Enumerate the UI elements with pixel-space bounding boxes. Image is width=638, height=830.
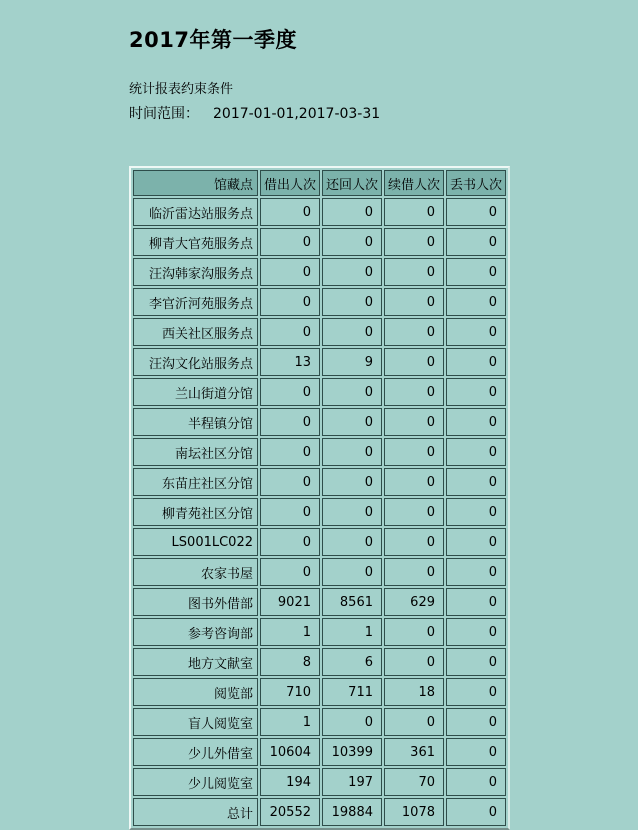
row-label: 半程镇分馆: [133, 408, 258, 436]
value-cell: 0: [322, 708, 382, 736]
table-row: [133, 738, 506, 766]
value-cell: 0: [384, 438, 444, 466]
value-cell: 0: [446, 408, 506, 436]
value-cell: 0: [446, 498, 506, 526]
value-cell: 0: [322, 288, 382, 316]
value-cell: 0: [260, 318, 320, 346]
row-label: 西关社区服务点: [133, 318, 258, 346]
row-label: 南坛社区分馆: [133, 438, 258, 466]
value-cell: 197: [322, 768, 382, 796]
row-label: 少儿外借室: [133, 738, 258, 766]
table-row: [133, 378, 506, 406]
row-label: 柳青大官苑服务点: [133, 228, 258, 256]
time-range-value: 2017-01-01,2017-03-31: [213, 105, 381, 122]
value-cell: 0: [384, 618, 444, 646]
row-label: 总计: [133, 798, 258, 826]
value-cell: 0: [322, 558, 382, 586]
column-header-location: 馆藏点: [133, 170, 258, 196]
value-cell: 0: [446, 228, 506, 256]
table-row: [133, 618, 506, 646]
value-cell: 1: [260, 618, 320, 646]
value-cell: 0: [446, 198, 506, 226]
table-row: [133, 438, 506, 466]
value-cell: 0: [260, 498, 320, 526]
value-cell: 0: [446, 588, 506, 616]
value-cell: 0: [384, 648, 444, 676]
value-cell: 0: [322, 198, 382, 226]
value-cell: 0: [446, 738, 506, 766]
value-cell: 0: [446, 618, 506, 646]
row-label: LS001LC022: [133, 528, 258, 556]
value-cell: 13: [260, 348, 320, 376]
value-cell: 0: [260, 408, 320, 436]
table-row: [133, 228, 506, 256]
table-row: [133, 768, 506, 796]
row-label: 临沂雷达站服务点: [133, 198, 258, 226]
value-cell: 0: [260, 558, 320, 586]
value-cell: 1: [260, 708, 320, 736]
row-label: 阅览部: [133, 678, 258, 706]
value-cell: 629: [384, 588, 444, 616]
value-cell: 0: [384, 408, 444, 436]
value-cell: 6: [322, 648, 382, 676]
value-cell: 0: [322, 318, 382, 346]
table-header-row: [133, 170, 506, 196]
table-row: [133, 528, 506, 556]
value-cell: 0: [446, 678, 506, 706]
value-cell: 19884: [322, 798, 382, 826]
value-cell: 0: [322, 498, 382, 526]
table-row: [133, 498, 506, 526]
report-table: [129, 166, 510, 830]
row-label: 农家书屋: [133, 558, 258, 586]
table-row: [133, 798, 506, 826]
value-cell: 8: [260, 648, 320, 676]
value-cell: 0: [322, 528, 382, 556]
table-row: [133, 318, 506, 346]
value-cell: 0: [384, 288, 444, 316]
value-cell: 0: [322, 258, 382, 286]
row-label: 东苗庄社区分馆: [133, 468, 258, 496]
row-label: 汪沟韩家沟服务点: [133, 258, 258, 286]
value-cell: 20552: [260, 798, 320, 826]
row-label: 参考咨询部: [133, 618, 258, 646]
value-cell: 8561: [322, 588, 382, 616]
value-cell: 0: [384, 498, 444, 526]
time-range-label: 时间范围：: [129, 105, 199, 122]
value-cell: 0: [322, 378, 382, 406]
table-row: [133, 588, 506, 616]
table-row: [133, 648, 506, 676]
value-cell: 0: [384, 558, 444, 586]
row-label: 柳青苑社区分馆: [133, 498, 258, 526]
value-cell: 0: [384, 378, 444, 406]
value-cell: 0: [260, 258, 320, 286]
row-label: 盲人阅览室: [133, 708, 258, 736]
value-cell: 9: [322, 348, 382, 376]
row-label: 兰山街道分馆: [133, 378, 258, 406]
value-cell: 0: [322, 468, 382, 496]
value-cell: 0: [260, 288, 320, 316]
row-label: 李官沂河苑服务点: [133, 288, 258, 316]
value-cell: 10399: [322, 738, 382, 766]
value-cell: 0: [446, 258, 506, 286]
value-cell: 710: [260, 678, 320, 706]
value-cell: 0: [446, 438, 506, 466]
value-cell: 0: [446, 318, 506, 346]
value-cell: 0: [446, 288, 506, 316]
value-cell: 0: [322, 228, 382, 256]
value-cell: 0: [446, 558, 506, 586]
value-cell: 0: [384, 228, 444, 256]
value-cell: 0: [446, 798, 506, 826]
value-cell: 0: [260, 438, 320, 466]
report-subtitle: 统计报表约束条件: [129, 82, 234, 97]
report-table-body: [133, 198, 506, 826]
value-cell: 0: [446, 468, 506, 496]
value-cell: 0: [446, 708, 506, 736]
value-cell: 0: [384, 318, 444, 346]
value-cell: 0: [384, 198, 444, 226]
column-header-lost: 丢书人次: [446, 170, 506, 196]
value-cell: 10604: [260, 738, 320, 766]
row-label: 汪沟文化站服务点: [133, 348, 258, 376]
value-cell: 0: [446, 648, 506, 676]
value-cell: 1078: [384, 798, 444, 826]
row-label: 地方文献室: [133, 648, 258, 676]
column-header-returned: 还回人次: [322, 170, 382, 196]
value-cell: 18: [384, 678, 444, 706]
value-cell: 0: [384, 468, 444, 496]
time-range-line: [129, 106, 638, 123]
value-cell: 0: [260, 378, 320, 406]
row-label: 图书外借部: [133, 588, 258, 616]
value-cell: 0: [384, 708, 444, 736]
value-cell: 0: [260, 228, 320, 256]
value-cell: 70: [384, 768, 444, 796]
value-cell: 0: [446, 768, 506, 796]
table-row: [133, 348, 506, 376]
table-row: [133, 678, 506, 706]
value-cell: 0: [384, 528, 444, 556]
value-cell: 0: [446, 378, 506, 406]
row-label: 少儿阅览室: [133, 768, 258, 796]
value-cell: 194: [260, 768, 320, 796]
table-row: [133, 468, 506, 496]
table-row: [133, 408, 506, 436]
table-row: [133, 288, 506, 316]
value-cell: 0: [322, 438, 382, 466]
column-header-borrowed: 借出人次: [260, 170, 320, 196]
value-cell: 0: [384, 258, 444, 286]
value-cell: 9021: [260, 588, 320, 616]
value-cell: 711: [322, 678, 382, 706]
value-cell: 0: [384, 348, 444, 376]
value-cell: 0: [446, 528, 506, 556]
page-title: 2017年第一季度: [129, 28, 297, 52]
table-row: [133, 258, 506, 286]
value-cell: 0: [260, 468, 320, 496]
value-cell: 0: [260, 528, 320, 556]
table-row: [133, 558, 506, 586]
value-cell: 0: [322, 408, 382, 436]
column-header-renewed: 续借人次: [384, 170, 444, 196]
table-row: [133, 198, 506, 226]
value-cell: 0: [446, 348, 506, 376]
table-row: [133, 708, 506, 736]
value-cell: 1: [322, 618, 382, 646]
value-cell: 361: [384, 738, 444, 766]
value-cell: 0: [260, 198, 320, 226]
